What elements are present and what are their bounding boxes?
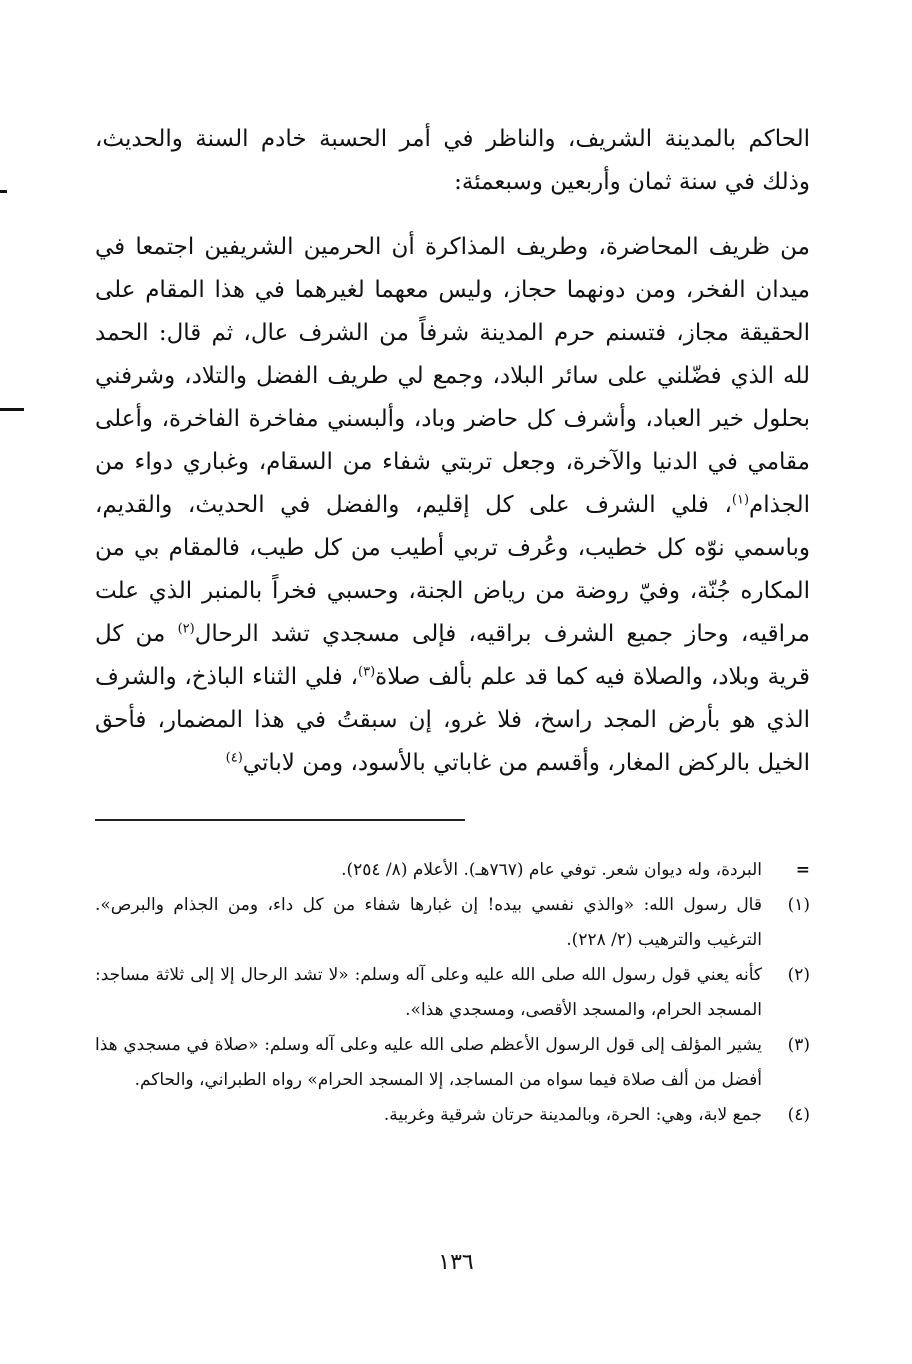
footnote-marker: (٢) <box>787 965 810 985</box>
footnote-text: قال رسول الله: «والذي نفسي بيده! إن غبارها شفاء من كل داء، ومن الجذام والبرص». الترغيب والترهيب (٢/ ٢٢٨). <box>95 895 762 950</box>
footnote-text: البردة، وله ديوان شعر. توفي عام (٧٦٧هـ). الأعلام (٨/ ٢٥٤). <box>341 860 762 880</box>
footnote-marker: (٤) <box>787 1105 810 1125</box>
page-body <box>95 118 810 1133</box>
paragraph-1: الحاكم بالمدينة الشريف، والناظر في أمر الحسبة خادم السنة والحديث، وذلك في سنة ثمان وأربعين وسبعمئة: <box>95 126 810 195</box>
footnote-ref-4: (٤) <box>225 750 243 766</box>
footnote-1 <box>95 888 810 958</box>
footnote-marker: (١) <box>787 895 810 915</box>
paragraph-2-part-1: من ظريف المحاضرة، وطريف المذاكرة أن الحرمين الشريفين اجتمعا في ميدان الفخر، ومن دونهما حجاز، وليس معهما لغيرهما في هذا المقام على الحقيقة مجاز، فتسنم حرم المدينة شرفاً من الشرف عال، ثم قال: الحمد لله الذي فضّلني على سائر البلاد، وجمع لي طريف الفضل والتلاد، وشرفني بحلول خير العباد، وأشرف كل حاضر وباد، وألبسني مفاخرة الفاخرة، وأعلى مقامي في الدنيا والآخرة، وجعل تربتي شفاء من السقام، وغباري دواء من الجذام <box>95 234 810 518</box>
paragraph-2-part-3: من كل قرية وبلاد، والصلاة فيه كما قد علم بألف صلاة <box>95 621 810 690</box>
left-edge-mark-middle <box>0 408 24 411</box>
footnote-ref-2: (٢) <box>177 621 195 637</box>
footnote-text: يشير المؤلف إلى قول الرسول الأعظم صلى الله عليه وعلى آله وسلم: «صلاة في مسجدي هذا أفضل من ألف صلاة فيما سواه من المساجد، إلا المسجد الحرام» رواه الطبراني، والحاكم. <box>95 1035 762 1090</box>
paragraph-2 <box>95 226 810 785</box>
page-number: ١٣٦ <box>438 1250 474 1275</box>
footnote-marker: = <box>795 860 810 880</box>
footnote-continuation <box>95 853 810 888</box>
footnote-ref-3: (٣) <box>358 664 376 680</box>
paragraph-2-part-2: ، فلي الشرف على كل إقليم، والفضل في الحديث، والقديم، وباسمي نوّه كل خطيب، وعُرف تربي أطيب من كل طيب، فالمقام بي من المكاره جُنّة، وفيّ روضة من رياض الجنة، وحسبي فخراً بالمنبر الذي علت مراقيه، وحاز جميع الشرف براقيه، فإلى مسجدي تشد الرحال <box>95 492 810 647</box>
footnote-text: جمع لابة، وهي: الحرة، وبالمدينة حرتان شرقية وغربية. <box>383 1105 762 1125</box>
footnote-separator <box>95 819 465 821</box>
footnote-ref-1: (١) <box>731 492 750 508</box>
paragraph-2-part-4: ، فلي الثناء الباذخ، والشرف الذي هو بأرض المجد راسخ، فلا غرو، إن سبقتُ في هذا المضمار، فأحق الخيل بالركض المغار، وأقسم من غاباتي بالأسود، ومن لاباتي <box>95 664 810 776</box>
left-edge-mark-top <box>0 190 7 193</box>
footnote-marker: (٣) <box>787 1035 810 1055</box>
footnote-4 <box>95 1098 810 1133</box>
footnote-2 <box>95 958 810 1028</box>
footnotes <box>95 853 810 1133</box>
footnote-text: كأنه يعني قول رسول الله صلى الله عليه وعلى آله وسلم: «لا تشد الرحال إلا إلى ثلاثة مساجد: المسجد الحرام، والمسجد الأقصى، ومسجدي هذا». <box>95 965 762 1020</box>
footnote-3 <box>95 1028 810 1098</box>
